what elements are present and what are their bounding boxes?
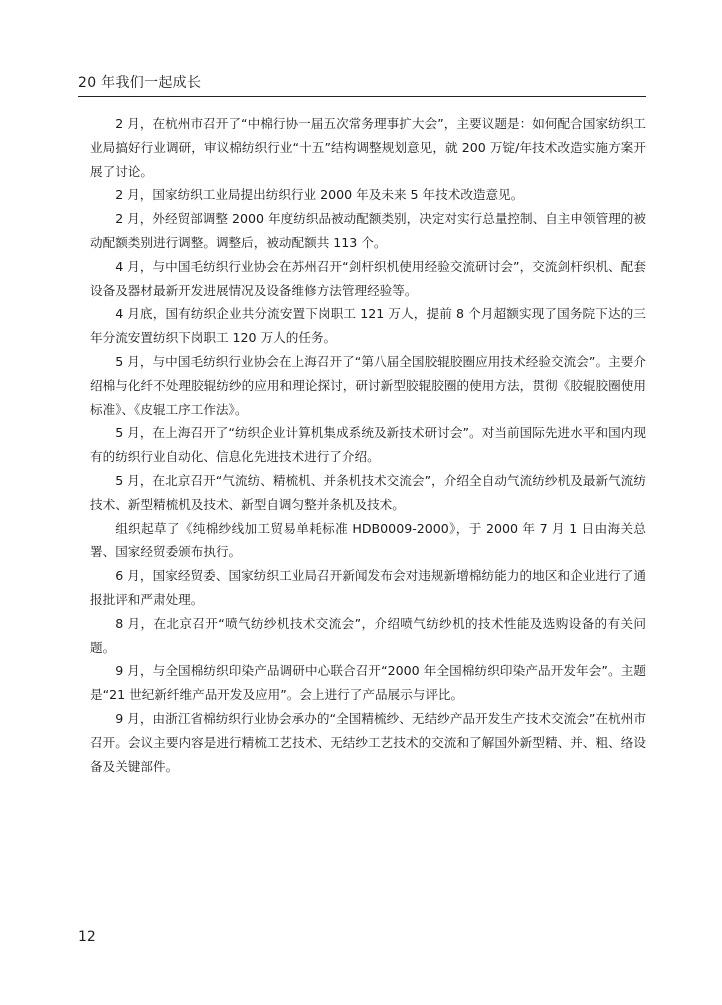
header-title: 20 年我们一起成长 [78, 75, 202, 91]
paragraph: 2 月，国家纺织工业局提出纺织行业 2000 年及未来 5 年技术改造意见。 [115, 187, 524, 203]
paragraph: 5 月，与中国毛纺织行业协会在上海召开了“第八届全国胶辊胶圈应用技术经验交流会”。主要介绍棉与化纤不处理胶辊纺纱的应用和理论探讨，研讨新型胶辊胶圈的使用方法，贯彻《胶辊胶圈使用标准》、《皮辊工序工作法》。 [90, 353, 646, 417]
paragraph: 2 月，外经贸部调整 2000 年度纺织品被动配额类别，决定对实行总量控制、自主申领管理的被动配额类别进行调整。调整后，被动配额共 113 个。 [90, 211, 646, 250]
paragraph: 9 月，由浙江省棉纺织行业协会承办的“全国精梳纱、无结纱产品开发生产技术交流会”在杭州市召开。会议主要内容是进行精梳工艺技术、无结纱工艺技术的交流和了解国外新型精、并、粗、络设备及关键部件。 [90, 710, 646, 774]
paragraph: 4 月底，国有纺织企业共分流安置下岗职工 121 万人，提前 8 个月超额实现了国务院下达的三年分流安置纺织下岗职工 120 万人的任务。 [90, 306, 646, 346]
paragraph: 组织起草了《纯棉纱线加工贸易单耗标准 HDB0009-2000》，于 2000 年 7 月 1 日由海关总署、国家经贸委颁布执行。 [90, 520, 646, 560]
paragraph: 8 月，在北京召开“喷气纺纱机技术交流会”，介绍喷气纺纱机的技术性能及选购设备的有关问题。 [90, 615, 646, 655]
paragraph: 5 月，在北京召开“气流纺、精梳机、并条机技术交流会”，介绍全自动气流纺纱机及最新气流纺技术、新型精梳机及技术、新型自调匀整并条机及技术。 [90, 472, 646, 512]
body-text [90, 112, 646, 778]
paragraph: 2 月，在杭州市召开了“中棉行协一届五次常务理事扩大会”，主要议题是：如何配合国家纺织工业局搞好行业调研，审议棉纺织行业“十五”结构调整规划意见，就 200 万锭/年技术改造实施方案开展了讨论。 [90, 116, 646, 179]
page-number: 12 [78, 929, 96, 945]
paragraph: 4 月，与中国毛纺织行业协会在苏州召开“剑杆织机使用经验交流研讨会”，交流剑杆织机、配套设备及器材最新开发进展情况及设备维修方法管理经验等。 [90, 258, 646, 298]
paragraph: 6 月，国家经贸委、国家纺织工业局召开新闻发布会对违规新增棉纺能力的地区和企业进行了通报批评和严肃处理。 [90, 568, 646, 607]
running-header [78, 74, 646, 97]
paragraph: 5 月，在上海召开了“纺织企业计算机集成系统及新技术研讨会”。对当前国际先进水平和国内现有的纺织行业自动化、信息化先进技术进行了介绍。 [90, 425, 646, 465]
paragraph: 9 月，与全国棉纺织印染产品调研中心联合召开“2000 年全国棉纺织印染产品开发年会”。主题是“21 世纪新纤维产品开发及应用”。会上进行了产品展示与评比。 [90, 663, 646, 703]
